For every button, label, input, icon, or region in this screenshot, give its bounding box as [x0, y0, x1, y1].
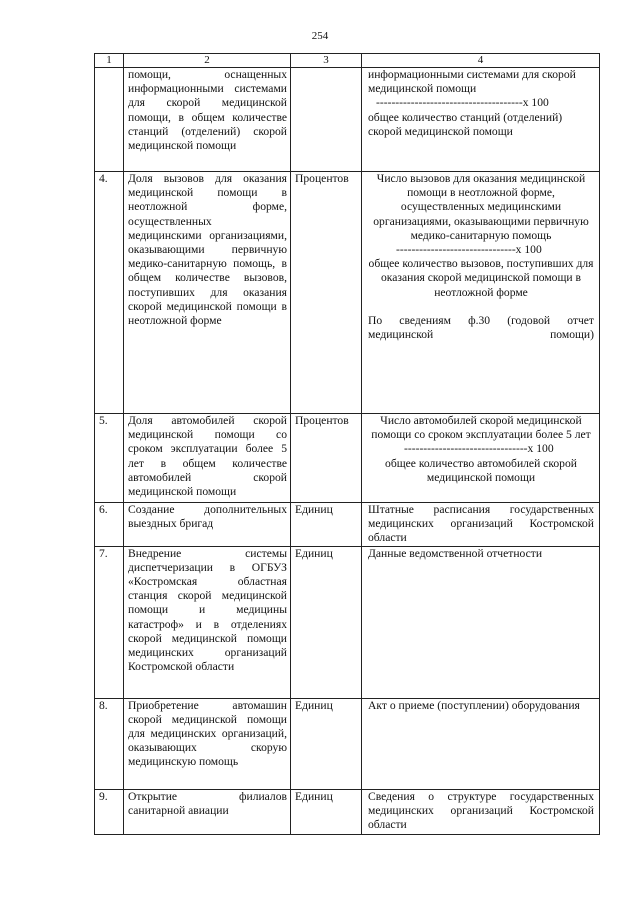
table-row: [95, 68, 600, 172]
unit-cell: Процентов: [291, 414, 362, 503]
formula-divider: -------------------------------х 100: [396, 243, 542, 257]
header-cell: 1: [95, 54, 124, 68]
indicator-name: Открытие филиалов санитарной авиации: [124, 789, 291, 834]
table-row: [95, 172, 600, 414]
indicator-name: Внедрение системы диспетчеризации в ОГБУЗ «Костромская областная станция скорой медицинской помощи и медицины катастроф» и в отделениях скорой медицинской помощи медицинских организаций Костромской области: [124, 546, 291, 698]
table-header-row: [95, 54, 600, 68]
header-cell: 4: [362, 54, 600, 68]
unit-cell: Единиц: [291, 698, 362, 789]
data-source: Сведения о структуре государственных медицинских организаций Костромской области: [362, 789, 600, 834]
formula-numerator: Число вызовов для оказания медицинской помощи в неотложной форме, осуществленных медицинскими организациями, оказывающими первичную медико-санитарную помощь: [373, 172, 589, 242]
row-number: 5.: [95, 414, 124, 503]
formula-divider: --------------------------------х 100: [404, 442, 554, 456]
data-source: Данные ведомственной отчетности: [362, 546, 600, 698]
row-number: 4.: [95, 172, 124, 414]
indicator-name: помощи, оснащенных информационными системами для скорой медицинской помощи, в общем количестве станций (отделений) скорой медицинской помощи: [124, 68, 291, 172]
row-number: 9.: [95, 789, 124, 834]
row-number: 7.: [95, 546, 124, 698]
header-cell: 3: [291, 54, 362, 68]
unit-cell: Единиц: [291, 789, 362, 834]
unit-cell: Единиц: [291, 546, 362, 698]
unit-cell: [291, 68, 362, 172]
formula-cell: [362, 68, 600, 172]
indicator-name: Создание дополнительных выездных бригад: [124, 503, 291, 547]
unit-cell: Единиц: [291, 503, 362, 547]
page-number: 254: [311, 30, 329, 42]
unit-cell: Процентов: [291, 172, 362, 414]
row-number: [95, 68, 124, 172]
table-row: [95, 789, 600, 834]
indicator-name: Доля автомобилей скорой медицинской помощи со сроком эксплуатации более 5 лет в общем количестве автомобилей скорой медицинской помощи: [124, 414, 291, 503]
formula-divider: --------------------------------------х 100: [376, 96, 549, 110]
data-source: По сведениям ф.30 (годовой отчет медицинской помощи): [368, 313, 594, 342]
table-row: [95, 698, 600, 789]
formula-denominator: общее количество вызовов, поступивших для оказания скорой медицинской помощи в неотложной форме: [368, 257, 594, 299]
formula-numerator: Число автомобилей скорой медицинской помощи со сроком эксплуатации более 5 лет: [371, 414, 591, 442]
data-source: Штатные расписания государственных медицинских организаций Костромской области: [362, 503, 600, 547]
indicator-name: Приобретение автомашин скорой медицинской помощи для медицинских организаций, оказывающих скорую медицинскую помощь: [124, 698, 291, 789]
formula-cell: [362, 172, 600, 414]
formula-cell: [362, 414, 600, 503]
table-row: [95, 546, 600, 698]
table-row: [95, 503, 600, 547]
indicator-name: Доля вызовов для оказания медицинской помощи в неотложной форме, осуществленных медицинскими организациями, оказывающими первичную медико-санитарную помощь, в общем количестве вызовов, поступивших для оказания скорой медицинской помощи в неотложной форме: [124, 172, 291, 414]
header-cell: 2: [124, 54, 291, 68]
table-row: [95, 414, 600, 503]
row-number: 8.: [95, 698, 124, 789]
formula-denominator: общее количество автомобилей скорой медицинской помощи: [385, 456, 577, 484]
row-number: 6.: [95, 503, 124, 547]
indicators-table: [94, 53, 600, 835]
formula-denominator: общее количество станций (отделений) скорой медицинской помощи: [368, 110, 563, 138]
data-source: Акт о приеме (поступлении) оборудования: [362, 698, 600, 789]
formula-numerator: информационными системами для скорой медицинской помощи: [368, 68, 576, 96]
